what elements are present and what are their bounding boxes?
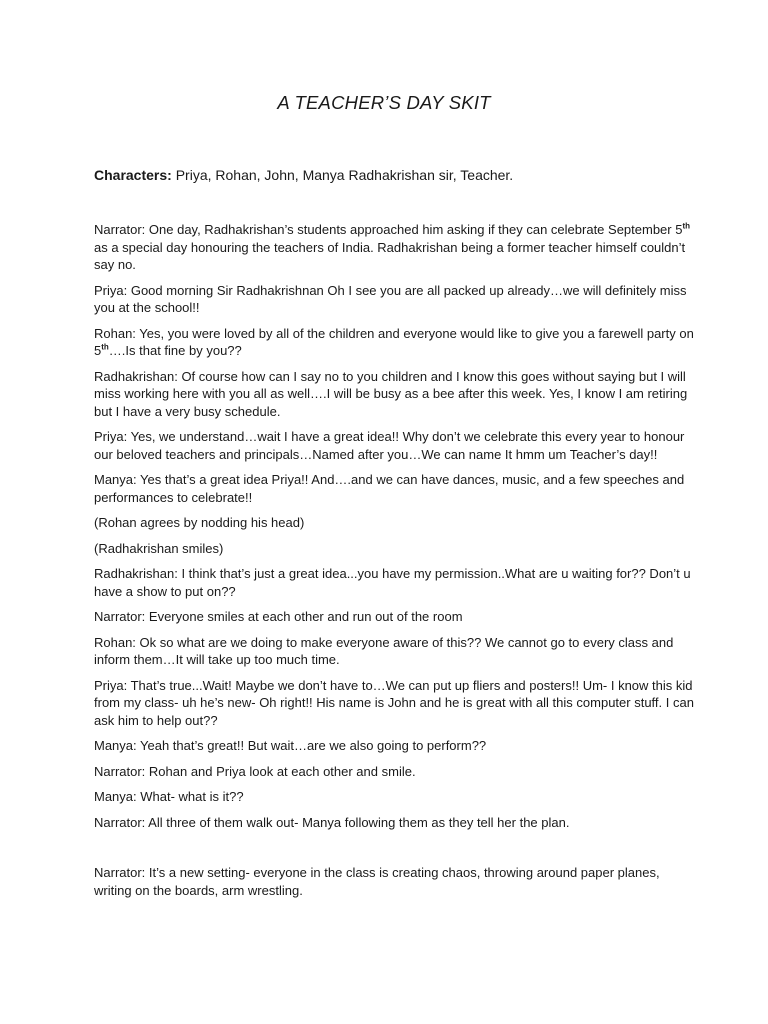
paragraph-dialogue — [94, 565, 694, 600]
paragraph-text: Priya: Yes, we understand…wait I have a great idea!! Why don’t we celebrate this every year to honour our beloved teachers and principals…Named after you…We can name It hmm um Teacher’s day!! — [94, 429, 685, 462]
ordinal-suffix: th — [101, 342, 109, 352]
paragraph-text: Narrator: Rohan and Priya look at each other and smile. — [94, 763, 416, 779]
paragraph-text: Rohan: Yes, you were loved by all of the children and everyone would like to give you a farewell party on 5 — [94, 325, 694, 358]
paragraph-stage-direction — [94, 540, 694, 558]
paragraph-dialogue — [94, 634, 694, 669]
paragraph-dialogue — [94, 471, 694, 506]
paragraph-dialogue — [94, 368, 694, 421]
paragraph-text: Narrator: Everyone smiles at each other and run out of the room — [94, 609, 463, 624]
paragraph-stage-direction — [94, 514, 694, 532]
characters-value: Priya, Rohan, John, Manya Radhakrishan sir, Teacher. — [171, 167, 514, 183]
paragraph-narrator-new-scene — [94, 864, 694, 899]
paragraph-text: Radhakrishan: I think that’s just a great idea...you have my permission..What are u waiting for?? Don’t u have a show to put on?? — [94, 566, 691, 599]
paragraph-text: (Radhakrishan smiles) — [94, 540, 224, 556]
ordinal-suffix: th — [682, 221, 691, 231]
paragraph-dialogue — [94, 428, 694, 463]
paragraph-narrator — [94, 608, 694, 626]
paragraph-text: Narrator: All three of them walk out- Manya following them as they tell her the plan. — [94, 814, 570, 830]
paragraph-narrator — [94, 814, 694, 832]
paragraph-dialogue — [94, 325, 694, 360]
paragraph-text: (Rohan agrees by nodding his head) — [94, 515, 305, 530]
paragraph-text: Narrator: It’s a new setting- everyone in the class is creating chaos, throwing around paper planes, writing on the boards, arm wrestling. — [94, 865, 660, 898]
document-title: A TEACHER’S DAY SKIT — [277, 92, 491, 113]
paragraph-text: Manya: What- what is it?? — [94, 789, 244, 804]
paragraph-dialogue — [94, 282, 694, 317]
paragraph-text: Radhakrishan: Of course how can I say no to you children and I know this goes without saying but I will miss working here with you all as well….I will be busy as a bee after this week. Yes, I know I am retiring but I have a very busy schedule. — [94, 368, 688, 419]
paragraph-text: ….Is that fine by you?? — [108, 343, 242, 358]
paragraph-dialogue — [94, 788, 694, 806]
paragraph-text: Priya: That’s true...Wait! Maybe we don’t have to…We can put up fliers and posters!! Um- I know this kid from my class- uh he’s new- Oh right!! His name is John and he is great with all this computer stuff. I can ask him to help out?? — [94, 677, 694, 728]
characters-line — [94, 167, 513, 183]
paragraph-narrator-intro — [94, 221, 694, 274]
paragraph-text: Narrator: One day, Radhakrishan’s students approached him asking if they can celebrate September 5 — [94, 222, 683, 237]
paragraph-dialogue — [94, 737, 694, 755]
paragraph-text: Priya: Good morning Sir Radhakrishnan Oh I see you are all packed up already…we will definitely miss you at the school!! — [94, 282, 687, 315]
paragraph-dialogue — [94, 677, 694, 730]
paragraph-text: as a special day honouring the teachers of India. Radhakrishan being a former teacher himself couldn’t say no. — [94, 239, 686, 272]
paragraph-text: Manya: Yeah that’s great!! But wait…are we also going to perform?? — [94, 738, 487, 753]
skit-body — [94, 221, 694, 907]
paragraph-text: Manya: Yes that’s a great idea Priya!! And….and we can have dances, music, and a few speeches and performances to celebrate!! — [94, 472, 685, 505]
paragraph-narrator — [94, 763, 694, 781]
paragraph-text: Rohan: Ok so what are we doing to make everyone aware of this?? We cannot go to every class and inform them…It will take up too much time. — [94, 634, 674, 667]
characters-label: Characters: — [94, 167, 172, 183]
